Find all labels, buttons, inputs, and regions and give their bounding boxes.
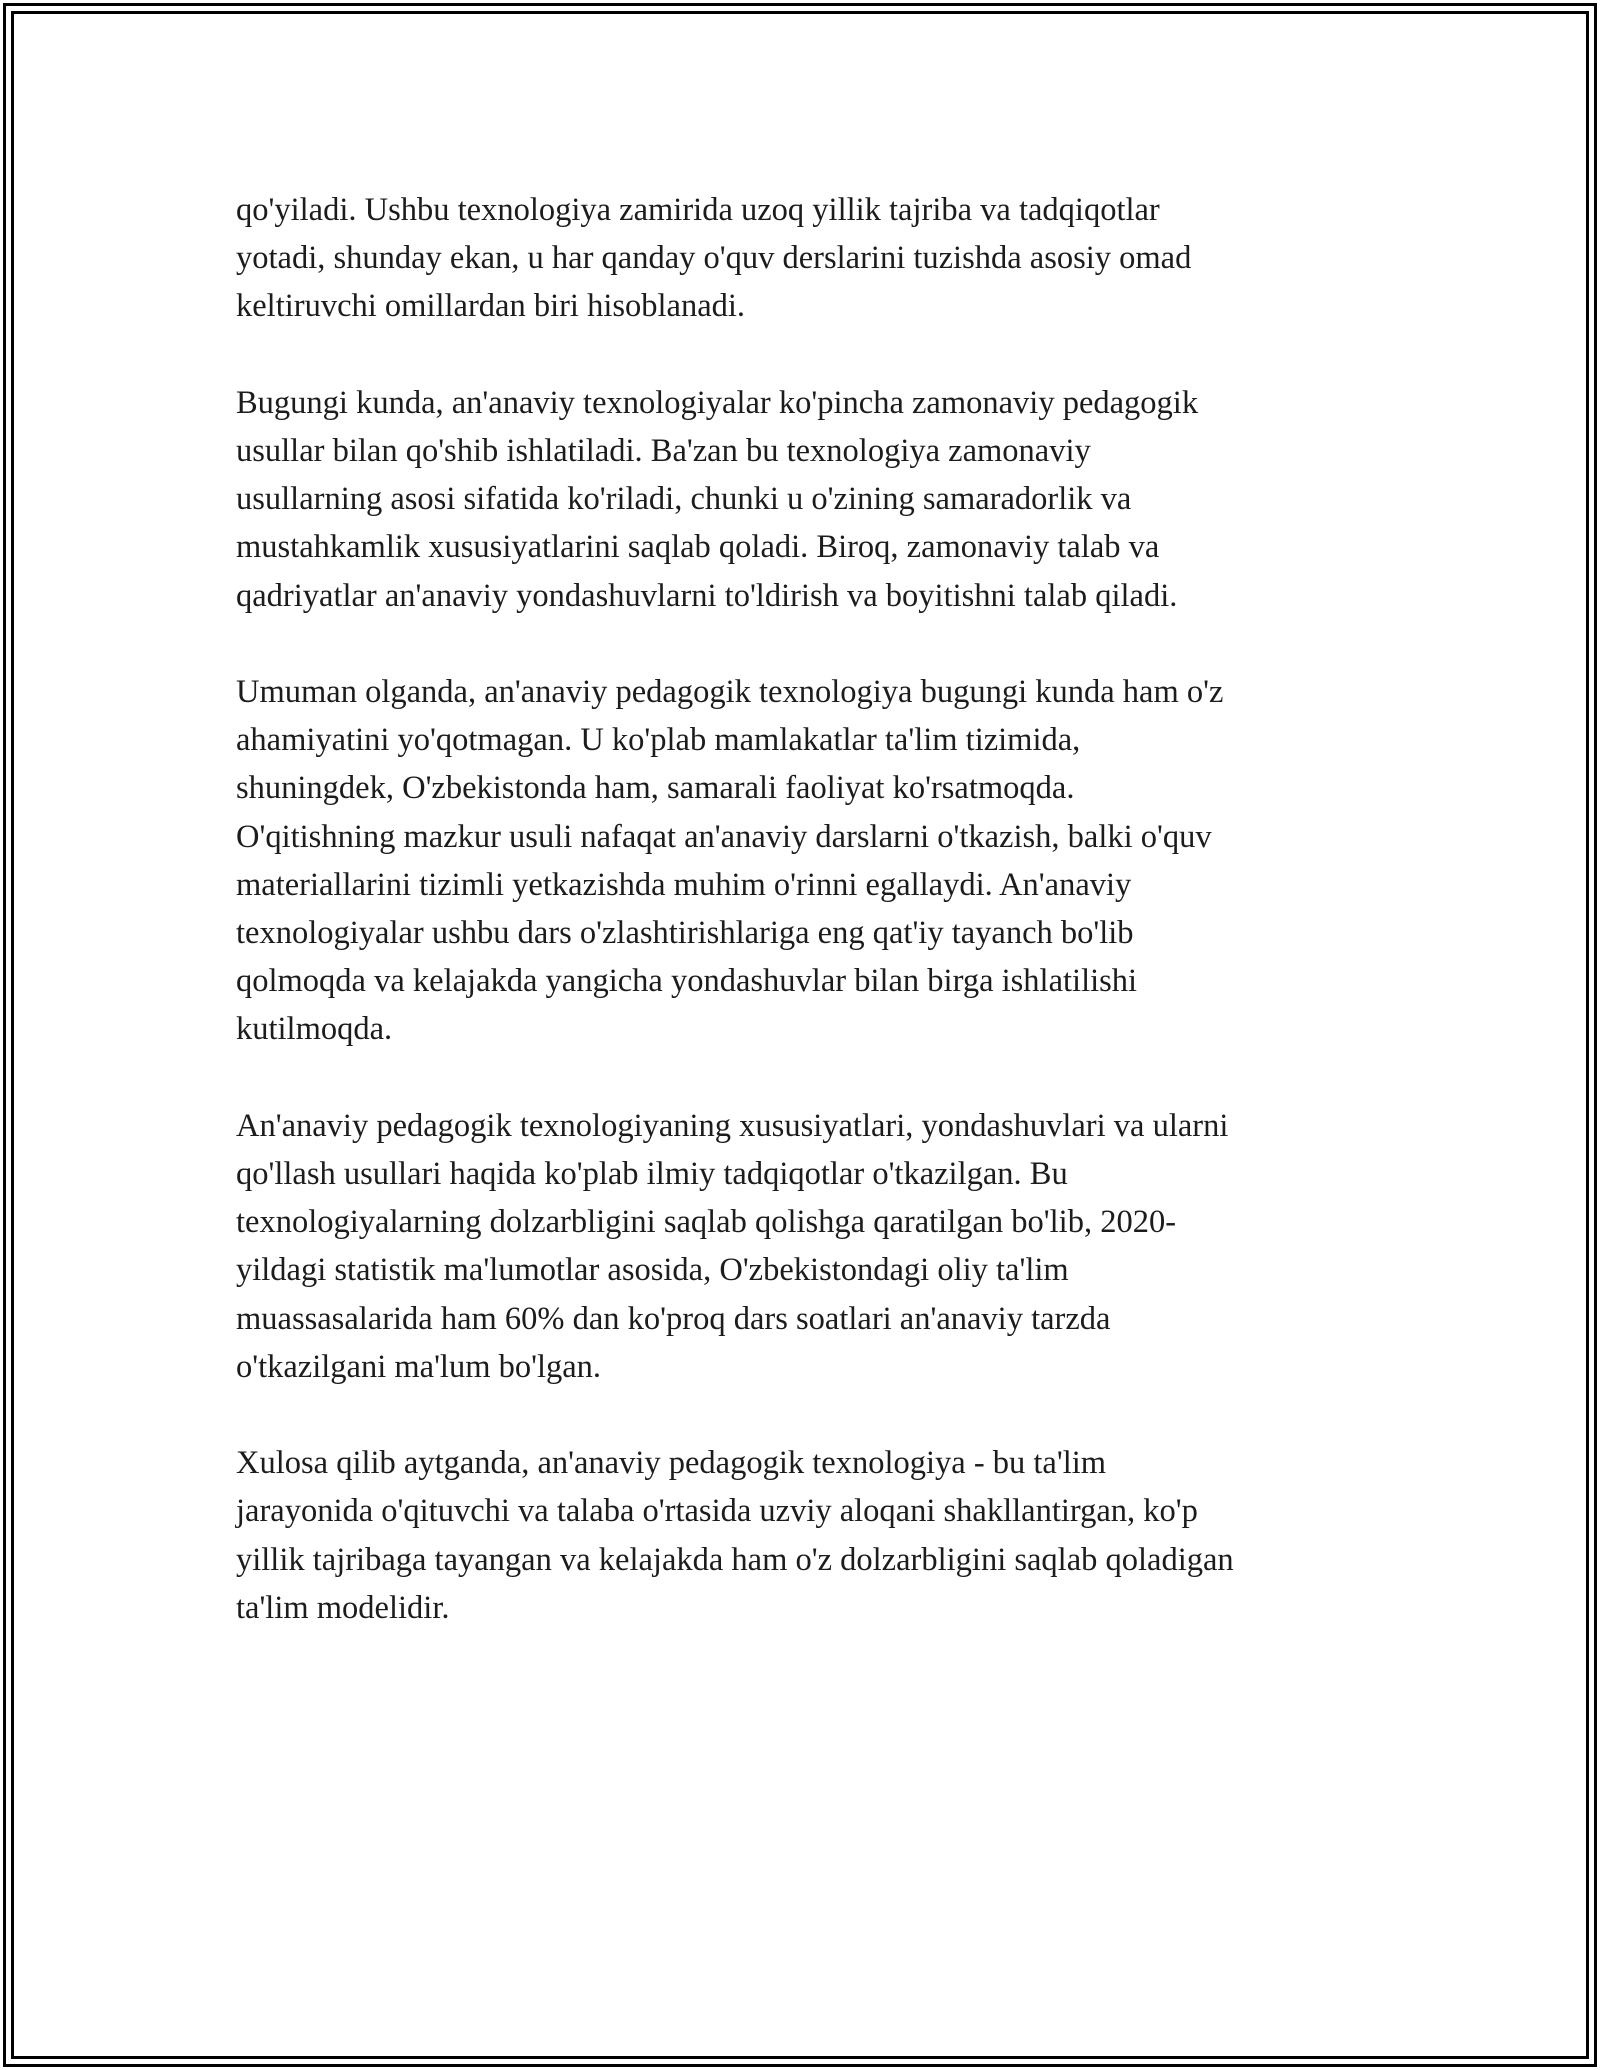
paragraph-1: qo'yiladi. Ushbu texnologiya zamirida uzoq yillik tajriba va tadqiqotlar yotadi, shunday ekan, u har qanday o'quv derslarini tuzishda asosiy omad keltiruvchi omillardan biri hisoblanadi. [236, 192, 1192, 325]
paragraph-4: An'anaviy pedagogik texnologiyaning xususiyatlari, yondashuvlari va ularni qo'llash usullari haqida ko'plab ilmiy tadqiqotlar o'tkazilgan. Bu texnologiyalarning dolzarbligini saqlab qolishga qaratilgan bo'lib, 2020- yildagi statistik ma'lumotlar asosida, O'zbekistondagi oliy ta'lim muassasalarida ham 60% dan ko'proq dars soatlari an'anaviy tarzda o'tkazilgani ma'lum bo'lgan. [236, 1107, 1229, 1385]
paragraph-5: Xulosa qilib aytganda, an'anaviy pedagogik texnologiya - bu ta'lim jarayonida o'qituvchi va talaba o'rtasida uzviy aloqani shakllantirgan, ko'p yillik tajribaga tayangan va kelajakda ham o'z dolzarbligini saqlab qoladigan ta'lim modelidir. [236, 1445, 1234, 1626]
paragraph-2: Bugungi kunda, an'anaviy texnologiyalar ko'pincha zamonaviy pedagogik usullar bilan qo'shib ishlatiladi. Ba'zan bu texnologiya zamonaviy usullarning asosi sifatida ko'riladi, chunki u o'zining samaradorlik va mustahkamlik xususiyatlarini saqlab qoladi. Biroq, zamonaviy talab va qadriyatlar an'anaviy yondashuvlarni to'ldirish va boyitishni talab qiladi. [236, 384, 1199, 614]
paragraph-3: Umuman olganda, an'anaviy pedagogik texnologiya bugungi kunda ham o'z ahamiyatini yo'qotmagan. U ko'plab mamlakatlar ta'lim tizimida, shuningdek, O'zbekistonda ham, samarali faoliyat ko'rsatmoqda. O'qitishning mazkur usuli nafaqat an'anaviy darslarni o'tkazish, balki o'quv materiallarini tizimli yetkazishda muhim o'rinni egallaydi. An'anaviy texnologiyalar ushbu dars o'zlashtirishlariga eng qat'iy tayanch bo'lib qolmoqda va kelajakda yangicha yondashuvlar bilan birga ishlatilishi kutilmoqda. [236, 674, 1224, 1048]
document-body [236, 186, 1386, 1680]
